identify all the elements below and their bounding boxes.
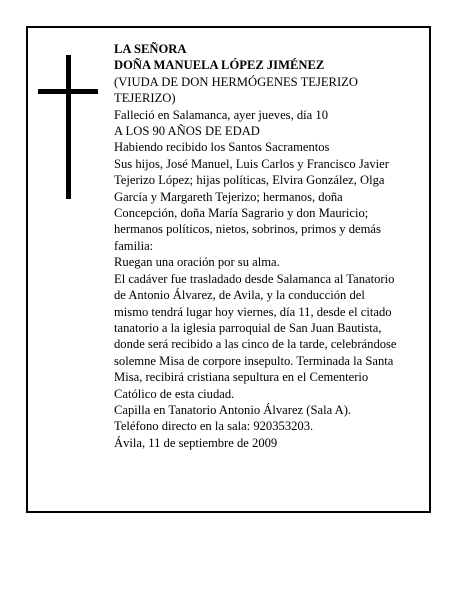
date-line: Ávila, 11 de septiembre de 2009 (114, 435, 278, 450)
death-notice-line: Falleció en Salamanca, ayer jueves, día 10 (114, 107, 329, 122)
family-line: Tejerizo López; hijas políticas, Elvira González, Olga (114, 173, 385, 188)
latin-cross-icon (38, 55, 98, 199)
family-line: familia: (114, 238, 154, 253)
family-line: Sus hijos, José Manuel, Luis Carlos y Francisco Javier (114, 156, 389, 171)
funeral-line: El cadáver fue trasladado desde Salamanca al Tanatorio (114, 271, 395, 286)
age-line: A LOS 90 AÑOS DE EDAD (114, 124, 260, 139)
obituary-notice (26, 26, 431, 513)
funeral-line: donde será recibido a las cinco de la tarde, celebrándose (114, 337, 397, 352)
phone-line: Teléfono directo en la sala: 920353203. (114, 419, 314, 434)
widow-line-2: TEJERIZO) (114, 91, 176, 106)
family-line: Concepción, doña María Sagrario y don Mauricio; (114, 206, 369, 221)
widow-line-1: (VIUDA DE DON HERMÓGENES TEJERIZO (114, 74, 358, 89)
funeral-line: de Antonio Álvarez, de Avila, y la conducción del (114, 288, 365, 303)
prayer-line: Ruegan una oración por su alma. (114, 255, 280, 270)
cross-vertical-bar (66, 55, 71, 199)
obituary-text (114, 41, 424, 451)
funeral-line: tanatorio a la iglesia parroquial de San Juan Bautista, (114, 320, 382, 335)
family-line: García y Margareth Tejerizo; hermanos, doña (114, 189, 343, 204)
title-line: LA SEÑORA (114, 42, 187, 56)
sacraments-line: Habiendo recibido los Santos Sacramentos (114, 140, 330, 155)
cross-horizontal-bar (38, 89, 98, 94)
funeral-line: mismo tendrá lugar hoy viernes, día 11, desde el citado (114, 304, 392, 319)
funeral-line: Misa, recibirá cristiana sepultura en el Cementerio (114, 370, 369, 385)
funeral-line: solemne Misa de corpore insepulto. Terminada la Santa (114, 353, 394, 368)
funeral-line: Católico de esta ciudad. (114, 386, 235, 401)
chapel-line: Capilla en Tanatorio Antonio Álvarez (Sala A). (114, 402, 352, 417)
deceased-name: DOÑA MANUELA LÓPEZ JIMÉNEZ (114, 58, 325, 73)
family-line: hermanos políticos, nietos, sobrinos, primos y demás (114, 222, 381, 237)
